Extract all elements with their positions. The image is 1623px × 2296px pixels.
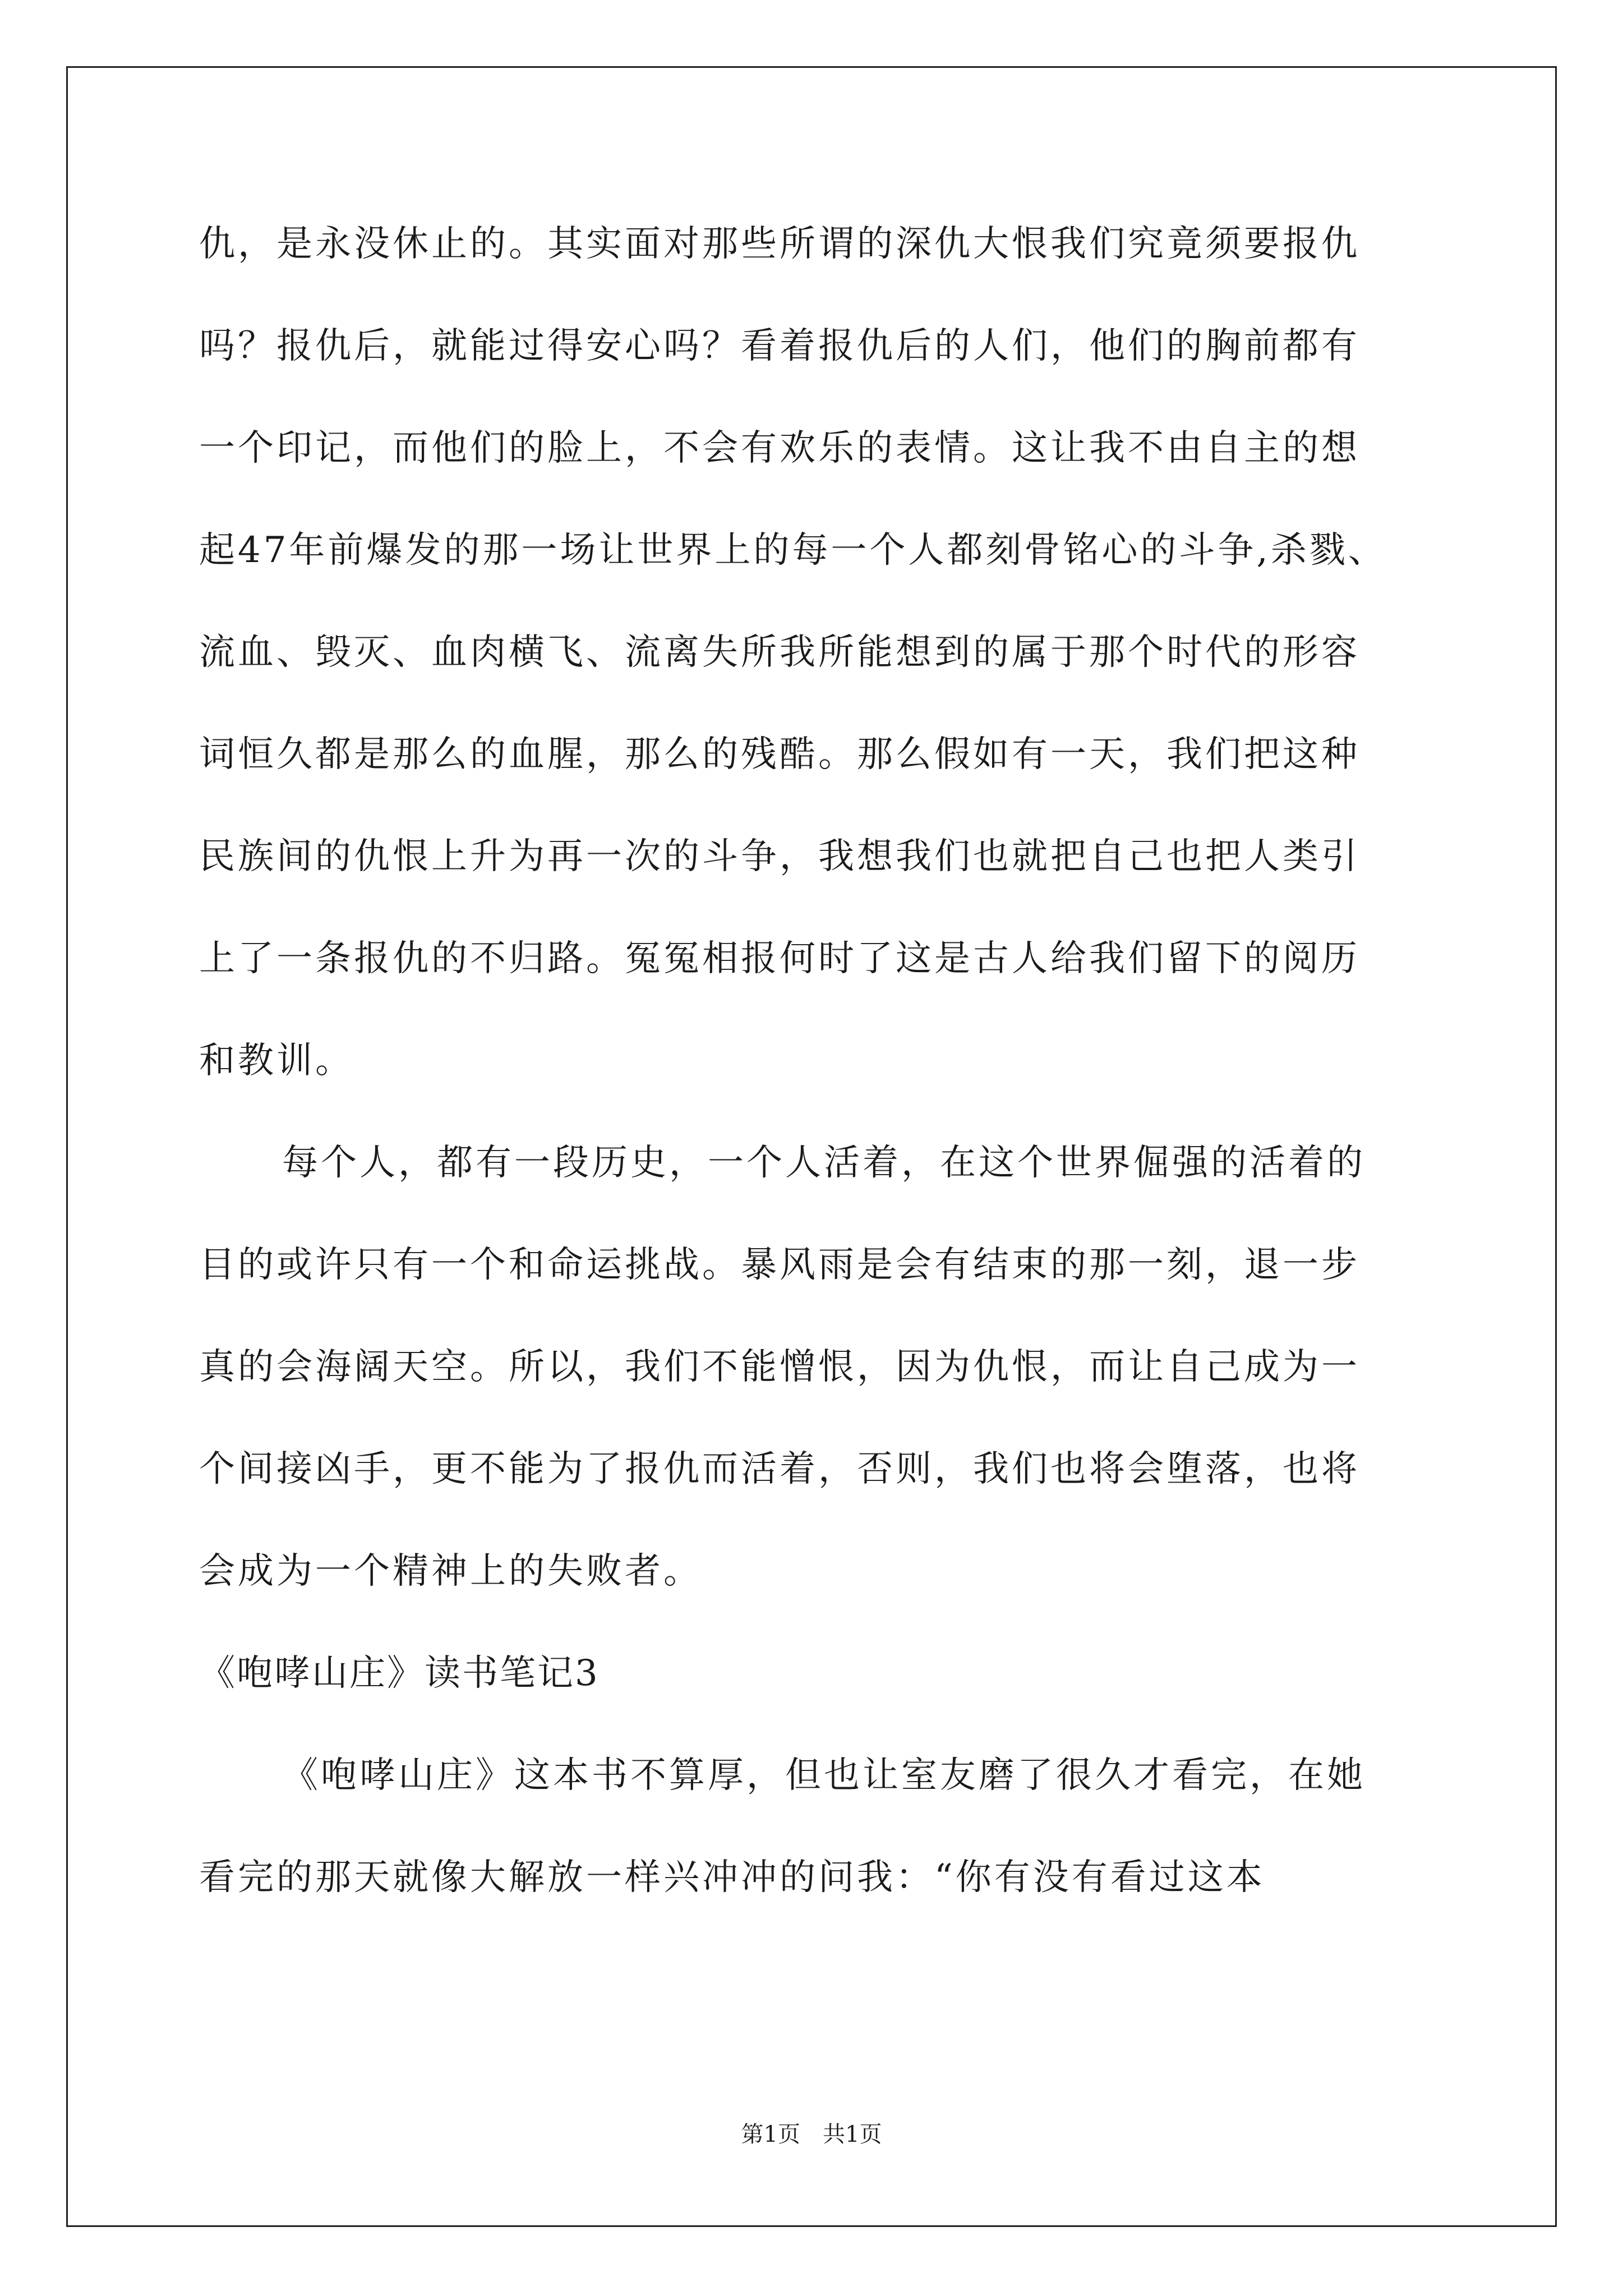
text-line: 起47年前爆发的那一场让世界上的每一个人都刻骨铭心的斗争,杀戮、 bbox=[199, 530, 1387, 571]
text-line: 目的或许只有一个和命运挑战。暴风雨是会有结束的那一刻，退一步 bbox=[199, 1244, 1360, 1286]
paragraph-start-line: 每个人，都有一段历史，一个人活着，在这个世界倔强的活着的 bbox=[282, 1142, 1366, 1184]
text-line: 会成为一个精神上的失败者。 bbox=[199, 1550, 702, 1592]
section-heading: 《咆哮山庄》读书笔记3 bbox=[199, 1653, 600, 1694]
text-line: 一个印记，而他们的脸上，不会有欢乐的表情。这让我不由自主的想 bbox=[199, 427, 1360, 469]
paragraph-start-line: 《咆哮山庄》这本书不算厚，但也让室友磨了很久才看完，在她 bbox=[282, 1755, 1366, 1796]
text-line: 和教训。 bbox=[199, 1040, 354, 1082]
text-line: 个间接凶手，更不能为了报仇而活着，否则，我们也将会堕落，也将 bbox=[199, 1448, 1360, 1490]
text-line: 真的会海阔天空。所以，我们不能憎恨，因为仇恨，而让自己成为一 bbox=[199, 1346, 1360, 1388]
text-line: 词恒久都是那么的血腥，那么的残酷。那么假如有一天，我们把这种 bbox=[199, 734, 1360, 775]
text-line: 上了一条报仇的不归路。冤冤相报何时了这是古人给我们留下的阅历 bbox=[199, 938, 1360, 979]
page-number-footer: 第1页 共1页 bbox=[741, 2122, 882, 2147]
text-line: 民族间的仇恨上升为再一次的斗争，我想我们也就把自己也把人类引 bbox=[199, 836, 1360, 877]
text-line: 看完的那天就像大解放一样兴冲冲的问我：“你有没有看过这本 bbox=[199, 1857, 1265, 1898]
text-line: 流血、毁灭、血肉横飞、流离失所我所能想到的属于那个时代的形容 bbox=[199, 632, 1360, 673]
text-line: 吗？报仇后，就能过得安心吗？看着报仇后的人们，他们的胸前都有 bbox=[199, 325, 1360, 367]
document-body bbox=[199, 213, 1433, 1949]
text-line: 仇，是永没休止的。其实面对那些所谓的深仇大恨我们究竟须要报仇 bbox=[199, 223, 1360, 265]
